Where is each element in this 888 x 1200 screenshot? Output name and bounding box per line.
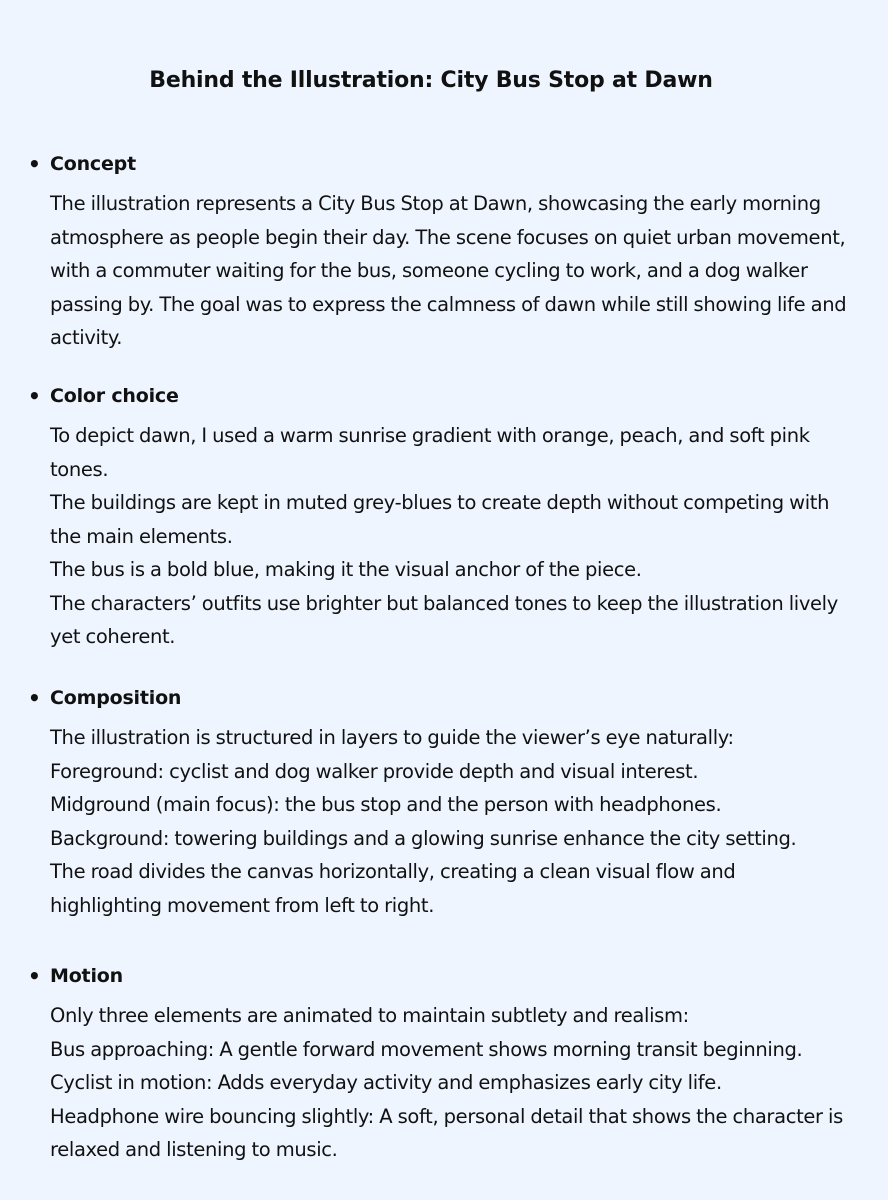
section-body	[50, 187, 850, 355]
paragraph: Only three elements are animated to maintain subtlety and realism:	[50, 1004, 689, 1027]
section-body	[50, 999, 850, 1167]
section-heading: Concept	[50, 153, 136, 175]
paragraph: The illustration represents a City Bus Stop at Dawn, showcasing the early morning atmosphere as people begin their day. The scene focuses on quiet urban movement, with a commuter waiting for the bus, someone cycling to work, and a dog walker passing by. The goal was to express the calmness of dawn while still showing life and activity.	[50, 192, 847, 349]
page-title: Behind the Illustration: City Bus Stop at Dawn	[149, 68, 713, 93]
paragraph: The illustration is structured in layers to guide the viewer’s eye naturally:	[50, 726, 734, 749]
paragraph: To depict dawn, I used a warm sunrise gradient with orange, peach, and soft pink tones.	[50, 424, 810, 481]
section-body	[50, 419, 850, 654]
bullet-icon: •	[28, 384, 41, 408]
paragraph: The road divides the canvas horizontally, creating a clean visual flow and highlighting movement from left to right.	[50, 860, 736, 917]
bullet-icon: •	[28, 152, 41, 176]
section-heading: Composition	[50, 687, 182, 709]
paragraph: Bus approaching: A gentle forward movement shows morning transit beginning.	[50, 1037, 803, 1061]
paragraph: The characters’ outfits use brighter but balanced tones to keep the illustration lively yet coherent.	[50, 591, 838, 648]
bullet-icon: •	[28, 686, 41, 710]
paragraph: Cyclist in motion: Adds everyday activity and emphasizes early city life.	[50, 1071, 722, 1094]
paragraph: Background: towering buildings and a glowing sunrise enhance the city setting.	[50, 826, 797, 850]
paragraph: Foreground: cyclist and dog walker provide depth and visual interest.	[50, 759, 699, 783]
section-heading: Motion	[50, 965, 123, 987]
paragraph: Midground (main focus): the bus stop and the person with headphones.	[50, 793, 722, 816]
bullet-icon: •	[28, 964, 41, 988]
section-heading: Color choice	[50, 385, 179, 407]
paragraph: The buildings are kept in muted grey-blues to create depth without competing with the main elements.	[50, 491, 830, 548]
paragraph: Headphone wire bouncing slightly: A soft, personal detail that shows the character is relaxed and listening to music.	[50, 1104, 843, 1161]
section-body	[50, 721, 850, 922]
paragraph: The bus is a bold blue, making it the visual anchor of the piece.	[50, 558, 642, 581]
